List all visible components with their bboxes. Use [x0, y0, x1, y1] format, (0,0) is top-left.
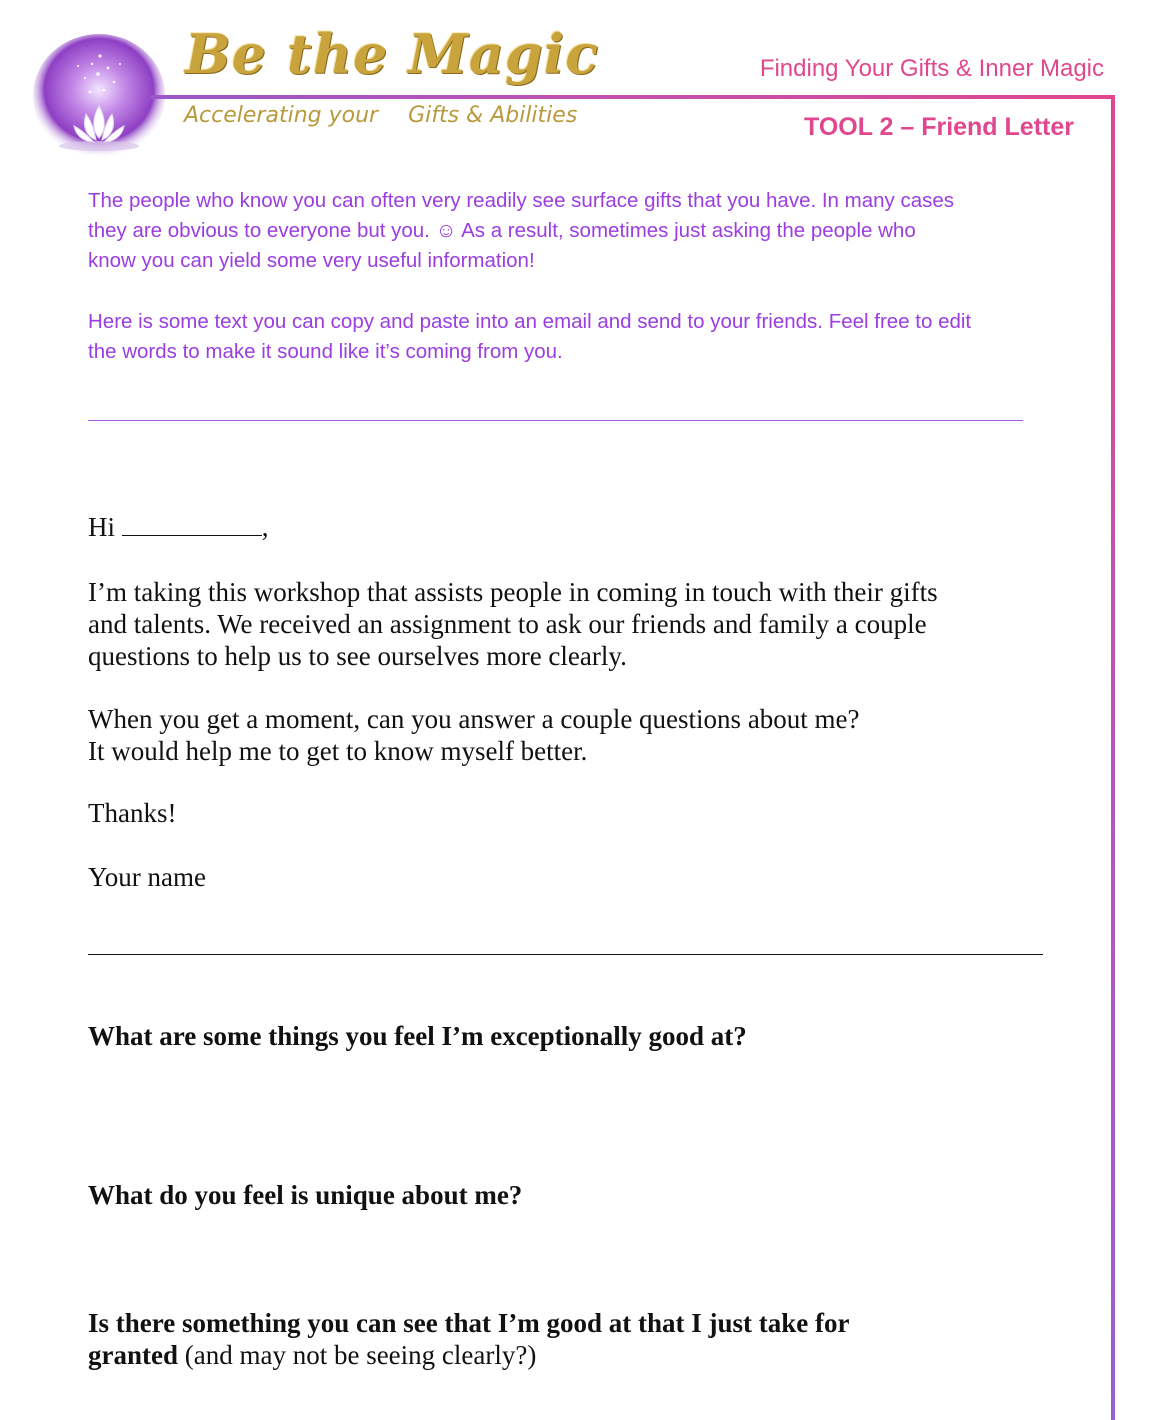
intro-line: know you can yield some very useful information!: [88, 249, 535, 272]
page-subtitle: Finding Your Gifts & Inner Magic: [759, 55, 1104, 82]
intro-line: they are obvious to everyone but you. ☺ As a result, sometimes just asking the people who: [88, 219, 916, 242]
letter-line: and talents. We received an assignment to ask our friends and family a couple: [88, 609, 927, 639]
question-3-line-2: [88, 1339, 1078, 1371]
letter-divider: [88, 954, 1043, 955]
glowing-lotus-orb-icon: [30, 34, 168, 164]
brand-title: Be the Magic: [185, 22, 600, 86]
question-3: [88, 1307, 1078, 1371]
letter-line: When you get a moment, can you answer a couple questions about me?: [88, 704, 860, 734]
question-1: What are some things you feel I’m exceptionally good at?: [88, 1021, 747, 1051]
brand-tagline: [184, 103, 577, 128]
intro-paragraph-2: [88, 307, 1078, 367]
tagline-right: Gifts & Abilities: [408, 103, 578, 128]
letter-thanks: Thanks!: [88, 798, 177, 828]
intro-line: Here is some text you can copy and paste into an email and send to your friends. Feel free to edit: [88, 310, 972, 333]
name-blank: [122, 511, 262, 536]
letter-line: I’m taking this workshop that assists people in coming in touch with their gifts: [88, 577, 938, 607]
side-divider: [1111, 95, 1115, 1420]
intro-divider: [88, 420, 1023, 421]
question-3-note: (and may not be seeing clearly?): [178, 1340, 537, 1370]
intro-line: the words to make it sound like it’s coming from you.: [88, 340, 563, 363]
letter-signoff: Your name: [88, 862, 207, 892]
letter-line: It would help me to get to know myself better.: [88, 736, 588, 766]
intro-paragraph-1: [88, 186, 1078, 276]
question-3-bold: granted: [88, 1340, 178, 1370]
letter-line: questions to help us to see ourselves more clearly.: [88, 641, 627, 671]
letter-paragraph-2: [88, 703, 1088, 767]
intro-line: The people who know you can often very readily see surface gifts that you have. In many cases: [88, 189, 955, 212]
question-2: What do you feel is unique about me?: [88, 1180, 523, 1210]
letter-greeting: [88, 511, 1088, 543]
letter-paragraph-1: [88, 576, 1088, 672]
page-title: TOOL 2 – Friend Letter: [804, 113, 1074, 141]
greeting-comma: ,: [261, 512, 269, 542]
greeting-text: Hi: [88, 512, 115, 542]
tagline-left: Accelerating your: [184, 103, 379, 128]
question-3-line-1: Is there something you can see that I’m good at that I just take for: [88, 1308, 850, 1338]
header-divider: [150, 95, 1115, 99]
